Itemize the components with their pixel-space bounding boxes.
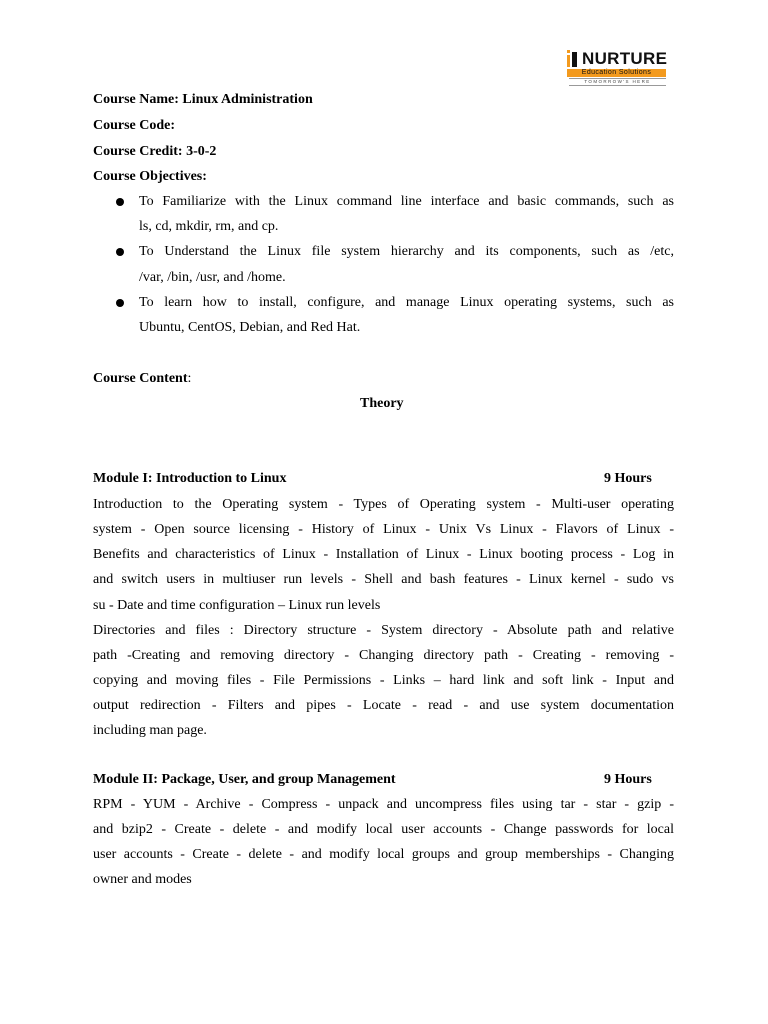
module-2-line: owner and modes xyxy=(93,872,192,887)
objective-2-line-1: To Understand the Linux file system hierarchy and its components, such as /etc, xyxy=(139,244,674,259)
module-1-line: Introduction to the Operating system - Types of Operating system - Multi-user operating xyxy=(93,497,674,512)
course-content-heading: Course Content: xyxy=(93,371,192,386)
module-2-line: RPM - YUM - Archive - Compress - unpack and uncompress files using tar - star - gzip - xyxy=(93,797,674,812)
module-2-title: Module II: Package, User, and group Management xyxy=(93,772,396,787)
objective-2-line-2: /var, /bin, /usr, and /home. xyxy=(139,270,286,285)
objectives-heading: Course Objectives: xyxy=(93,169,207,184)
course-name: Course Name: Linux Administration xyxy=(93,92,313,107)
module-1-line: Benefits and characteristics of Linux - Installation of Linux - Linux booting process - Log in xyxy=(93,547,674,562)
logo-tagline: TOMORROW'S HERE xyxy=(569,78,666,86)
course-code: Course Code: xyxy=(93,118,176,133)
course-credit: Course Credit: 3-0-2 xyxy=(93,144,217,159)
logo-name: NURTURE xyxy=(582,49,668,68)
module-1-line: including man page. xyxy=(93,723,207,738)
module-1-title: Module I: Introduction to Linux xyxy=(93,471,287,486)
module-1-line: copying and moving files - File Permissions - Links – hard link and soft link - Input and xyxy=(93,673,674,688)
module-1-hours: 9 Hours xyxy=(604,471,652,486)
bullet-icon xyxy=(116,248,124,256)
nurture-logo xyxy=(567,49,667,85)
module-2-line: user accounts - Create - delete - and modify local groups and group memberships - Changing xyxy=(93,847,674,862)
bullet-icon xyxy=(116,299,124,307)
objective-3-line-2: Ubuntu, CentOS, Debian, and Red Hat. xyxy=(139,320,361,335)
theory-heading: Theory xyxy=(360,396,404,411)
module-2-hours: 9 Hours xyxy=(604,772,652,787)
module-1-line: and switch users in multiuser run levels - Shell and bash features - Linux kernel - sudo vs xyxy=(93,572,674,587)
objective-1-line-1: To Familiarize with the Linux command line interface and basic commands, such as xyxy=(139,194,674,209)
logo-mark-icon xyxy=(567,50,581,67)
module-1-line: system - Open source licensing - History of Linux - Unix Vs Linux - Flavors of Linux - xyxy=(93,522,674,537)
objective-1-line-2: ls, cd, mkdir, rm, and cp. xyxy=(139,219,279,234)
module-1-line: su - Date and time configuration – Linux run levels xyxy=(93,598,381,613)
bullet-icon xyxy=(116,198,124,206)
objective-3-line-1: To learn how to install, configure, and manage Linux operating systems, such as xyxy=(139,295,674,310)
module-1-line: output redirection - Filters and pipes - Locate - read - and use system documentation xyxy=(93,698,674,713)
module-1-line: path -Creating and removing directory - Changing directory path - Creating - removing - xyxy=(93,648,674,663)
module-2-line: and bzip2 - Create - delete - and modify local user accounts - Change passwords for local xyxy=(93,822,674,837)
logo-subtitle: Education Solutions xyxy=(567,69,666,77)
module-1-line: Directories and files : Directory structure - System directory - Absolute path and relative xyxy=(93,623,674,638)
